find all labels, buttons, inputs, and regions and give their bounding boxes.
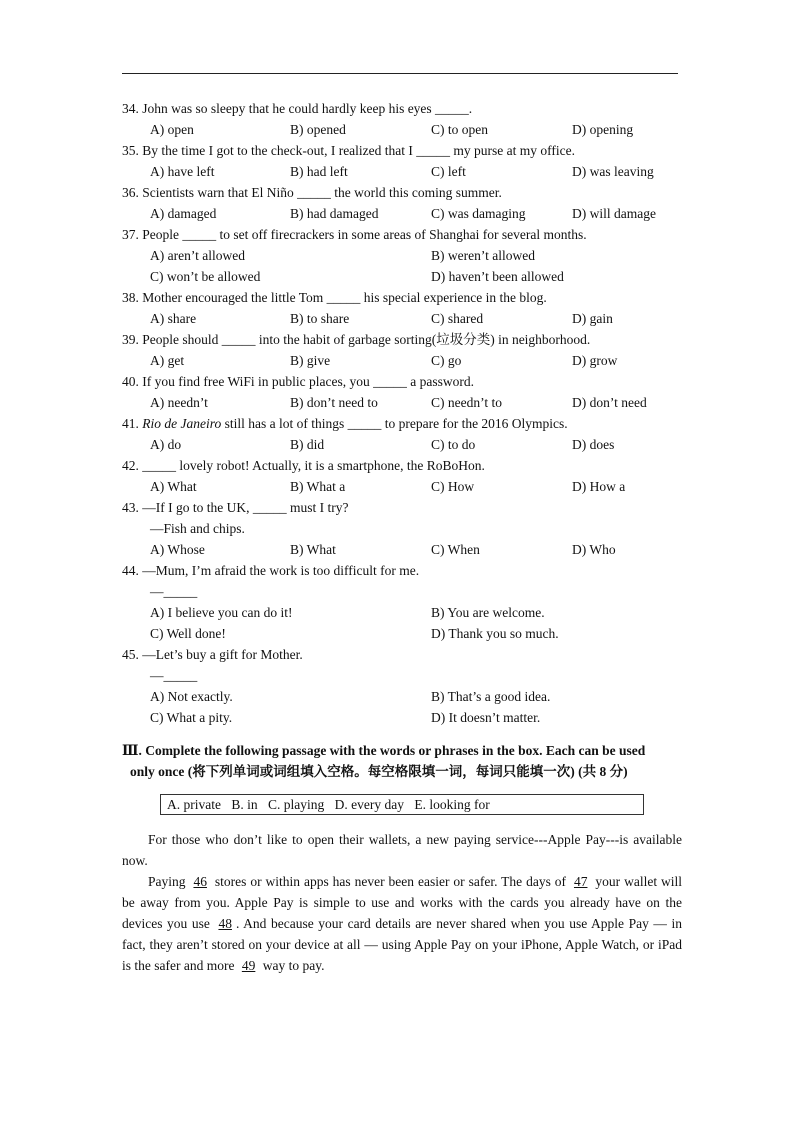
question-stem: 38. Mother encouraged the little Tom _____ his special experience in the blog.: [122, 290, 547, 305]
answer-option[interactable]: A) needn’t: [150, 395, 208, 410]
passage-paragraph-1: For those who don’t like to open their wallets, a new paying service---Apple Pay---is available now.: [122, 832, 682, 868]
question-block: [122, 224, 682, 287]
answer-option[interactable]: B) That’s a good idea.: [431, 689, 551, 704]
answer-option[interactable]: C) When: [431, 542, 480, 557]
question-block: [122, 140, 682, 182]
answer-option[interactable]: A) have left: [150, 164, 215, 179]
question-reply: —Fish and chips.: [150, 521, 245, 536]
question-list: [122, 98, 682, 728]
answer-option[interactable]: B) had left: [290, 164, 348, 179]
section-heading-line2: only once (将下列单词或词组填入空格。每空格限填一词，每词只能填一次) (共 8 分): [130, 764, 628, 779]
question-block: [122, 413, 682, 455]
answer-option[interactable]: D) haven’t been allowed: [431, 269, 564, 284]
section-heading: [122, 740, 682, 782]
word-box: [160, 794, 644, 815]
answer-option[interactable]: B) What: [290, 542, 336, 557]
answer-option[interactable]: A) Whose: [150, 542, 205, 557]
answer-option[interactable]: B) You are welcome.: [431, 605, 545, 620]
question-stem: 39. People should _____ into the habit of garbage sorting(垃圾分类) in neighborhood.: [122, 332, 591, 347]
options-row: [122, 203, 682, 224]
passage-text: your wallet will be away from you. Apple Pay is simple to use and works with the cards you already have on the devices you use: [122, 874, 683, 931]
answer-option[interactable]: C) won’t be allowed: [150, 269, 261, 284]
question-block: [122, 287, 682, 329]
question-block: [122, 98, 682, 140]
answer-option[interactable]: A) share: [150, 311, 197, 326]
italic-title: Rio de Janeiro: [142, 416, 222, 431]
answer-option[interactable]: A) do: [150, 437, 182, 452]
options-row: [122, 707, 682, 728]
passage-text: stores or within apps has never been easier or safer. The days of: [214, 874, 567, 889]
answer-option[interactable]: D) don’t need: [572, 395, 647, 410]
question-stem: 43. —If I go to the UK, _____ must I try?: [122, 500, 349, 515]
answer-option[interactable]: D) Who: [572, 542, 616, 557]
header-rule: [122, 73, 678, 74]
answer-option[interactable]: C) was damaging: [431, 206, 526, 221]
question-block: [122, 329, 682, 371]
question-block: [122, 455, 682, 497]
answer-option[interactable]: D) opening: [572, 122, 634, 137]
options-row: [122, 539, 682, 560]
answer-option[interactable]: D) grow: [572, 353, 618, 368]
options-row: [122, 602, 682, 623]
question-text: still has a lot of things _____ to prepare for the 2016 Olympics.: [221, 416, 568, 431]
answer-option[interactable]: C) go: [431, 353, 462, 368]
question-stem: 40. If you find free WiFi in public places, you _____ a password.: [122, 374, 475, 389]
answer-option[interactable]: C) to do: [431, 437, 476, 452]
answer-option[interactable]: D) gain: [572, 311, 613, 326]
answer-option[interactable]: B) weren’t allowed: [431, 248, 535, 263]
question-stem: 42. _____ lovely robot! Actually, it is a smartphone, the RoBoHon.: [122, 458, 485, 473]
blank-46: 46: [193, 874, 207, 889]
options-row: [122, 266, 682, 287]
question-stem: 44. —Mum, I’m afraid the work is too difficult for me.: [122, 563, 420, 578]
word-option: A. private: [167, 797, 221, 812]
answer-option[interactable]: A) I believe you can do it!: [150, 605, 293, 620]
question-stem: 45. —Let’s buy a gift for Mother.: [122, 647, 303, 662]
question-block: [122, 182, 682, 224]
answer-option[interactable]: A) aren’t allowed: [150, 248, 245, 263]
question-reply: —_____: [150, 668, 198, 683]
question-reply: —_____: [150, 584, 198, 599]
question-stem: [122, 413, 682, 434]
passage-paragraph-2: [122, 871, 682, 976]
options-row: [122, 686, 682, 707]
answer-option[interactable]: C) How: [431, 479, 475, 494]
word-option: D. every day: [334, 797, 404, 812]
answer-option[interactable]: C) What a pity.: [150, 710, 233, 725]
options-row: [122, 119, 682, 140]
passage: [122, 829, 682, 976]
passage-text: way to pay.: [262, 958, 325, 973]
question-block: [122, 371, 682, 413]
question-stem: 37. People _____ to set off firecrackers in some areas of Shanghai for several months.: [122, 227, 587, 242]
answer-option[interactable]: B) had damaged: [290, 206, 379, 221]
answer-option[interactable]: B) to share: [290, 311, 350, 326]
blank-47: 47: [573, 874, 588, 889]
question-number: 41.: [122, 416, 143, 431]
answer-option[interactable]: C) left: [431, 164, 466, 179]
answer-option[interactable]: A) open: [150, 122, 194, 137]
options-row: [122, 245, 682, 266]
passage-text: Paying: [148, 874, 186, 889]
answer-option[interactable]: B) What a: [290, 479, 346, 494]
options-row: [122, 350, 682, 371]
options-row: [122, 623, 682, 644]
answer-option[interactable]: C) to open: [431, 122, 488, 137]
answer-option[interactable]: A) Not exactly.: [150, 689, 233, 704]
question-stem: 34. John was so sleepy that he could hardly keep his eyes _____.: [122, 101, 473, 116]
answer-option[interactable]: C) Well done!: [150, 626, 226, 641]
answer-option[interactable]: A) damaged: [150, 206, 217, 221]
options-row: [122, 392, 682, 413]
answer-option[interactable]: D) How a: [572, 479, 626, 494]
question-block: [122, 644, 682, 728]
options-row: [122, 434, 682, 455]
question-block: [122, 497, 682, 560]
answer-option[interactable]: D) was leaving: [572, 164, 654, 179]
options-row: [122, 476, 682, 497]
answer-option[interactable]: C) needn’t to: [431, 395, 502, 410]
answer-option[interactable]: A) get: [150, 353, 185, 368]
question-stem: 36. Scientists warn that El Niño _____ the world this coming summer.: [122, 185, 502, 200]
answer-option[interactable]: D) Thank you so much.: [431, 626, 559, 641]
blank-48: 48: [218, 916, 232, 931]
word-option: B. in: [231, 797, 258, 812]
word-option: C. playing: [268, 797, 325, 812]
answer-option[interactable]: C) shared: [431, 311, 484, 326]
word-option: E. looking for: [414, 797, 490, 812]
answer-option[interactable]: B) don’t need to: [290, 395, 378, 410]
answer-option[interactable]: B) opened: [290, 122, 346, 137]
question-block: [122, 560, 682, 644]
options-row: [122, 161, 682, 182]
answer-option[interactable]: B) give: [290, 353, 331, 368]
answer-option[interactable]: B) did: [290, 437, 325, 452]
section-heading-line1: Ⅲ. Complete the following passage with the words or phrases in the box. Each can be used: [122, 743, 646, 758]
passage-text: . And because your card details are never shared when you use Apple Pay — in fact, they aren’t stored on your device at all — using Apple Pay on your iPhone, Apple Watch, or iPad is the safer and more: [122, 916, 683, 973]
options-row: [122, 308, 682, 329]
answer-option[interactable]: D) will damage: [572, 206, 656, 221]
blank-49: 49: [241, 958, 256, 973]
answer-option[interactable]: D) It doesn’t matter.: [431, 710, 541, 725]
answer-option[interactable]: A) What: [150, 479, 197, 494]
exam-page: [122, 98, 682, 976]
answer-option[interactable]: D) does: [572, 437, 615, 452]
question-stem: 35. By the time I got to the check-out, I realized that I _____ my purse at my office.: [122, 143, 575, 158]
